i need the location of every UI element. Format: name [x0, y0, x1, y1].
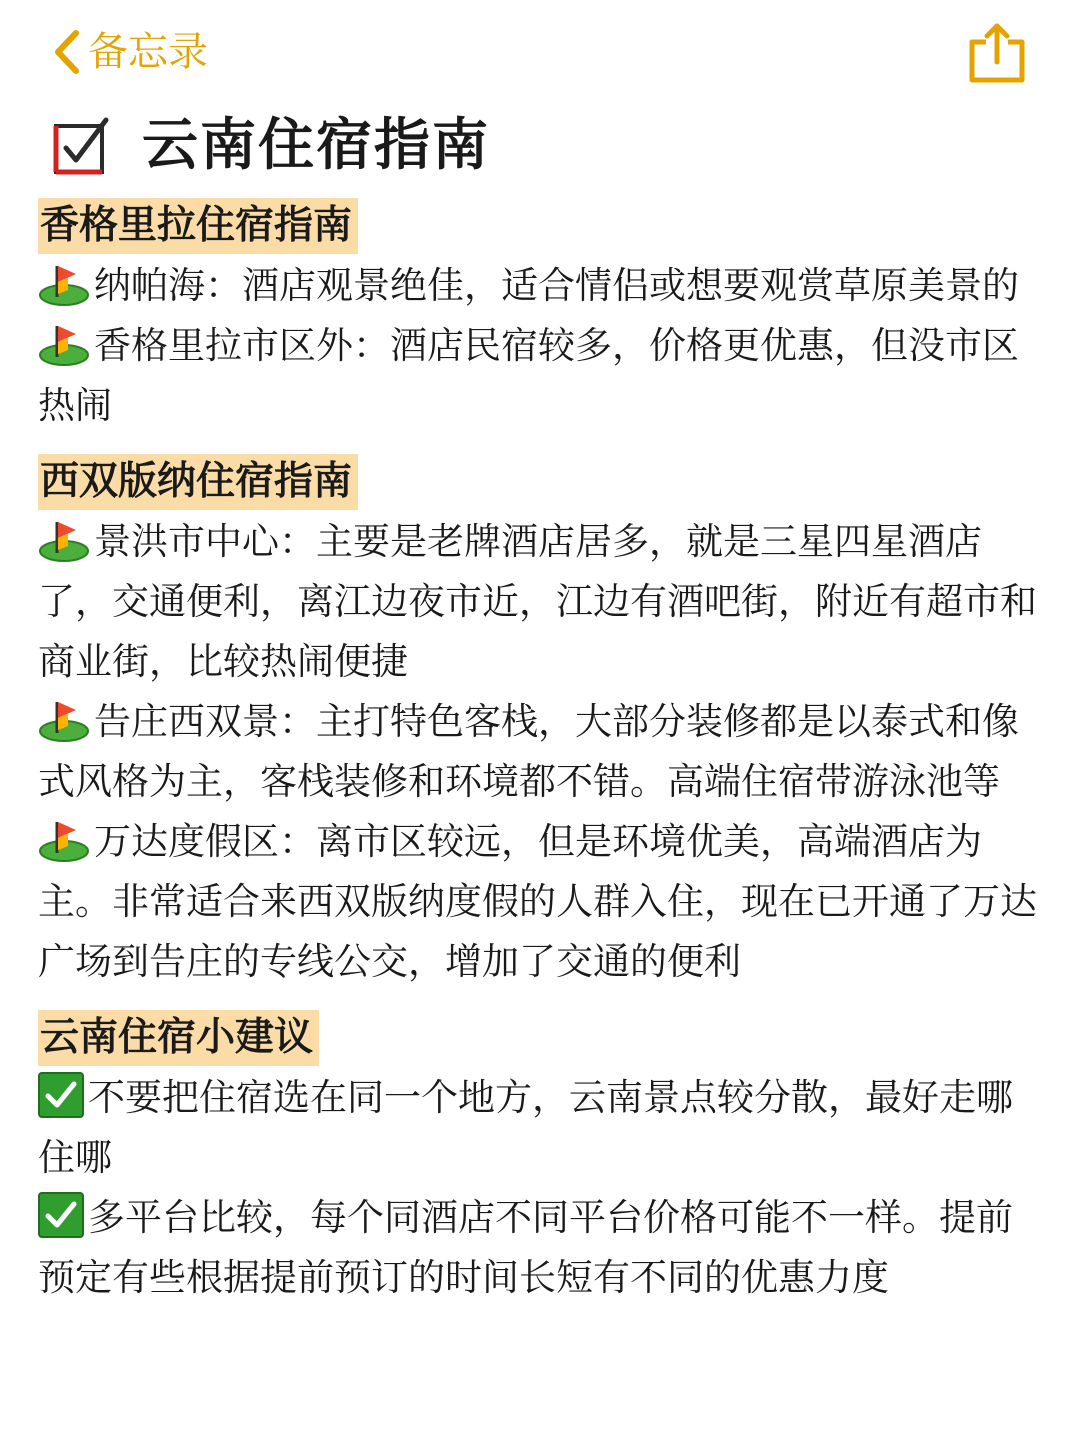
top-bar: [0, 0, 1080, 100]
note-title: 云南住宿指南: [142, 113, 490, 178]
back-label: 备忘录: [88, 29, 208, 75]
golf-flag-icon: [38, 820, 90, 862]
checkbox-icon: [52, 116, 112, 176]
section-xishuangbanna: [38, 454, 1048, 992]
item-text: 告庄西双景：主打特色客栈，大部分装修都是以泰式和像式风格为主，客栈装修和环境都不错。高端住宿带游泳池等: [38, 700, 1019, 803]
list-item: [38, 1188, 1048, 1308]
item-text: 景洪市中心：主要是老牌酒店居多，就是三星四星酒店了，交通便利，离江边夜市近，江边有酒吧街，附近有超市和商业街，比较热闹便捷: [38, 520, 1037, 683]
golf-flag-icon: [38, 264, 90, 306]
back-button[interactable]: [52, 24, 208, 80]
list-item: [38, 512, 1048, 692]
item-text: 不要把住宿选在同一个地方，云南景点较分散，最好走哪住哪: [38, 1076, 1013, 1179]
golf-flag-icon: [38, 520, 90, 562]
item-text: 香格里拉市区外：酒店民宿较多，价格更优惠，但没市区热闹: [38, 324, 1019, 427]
check-mark-button-icon: [38, 1072, 84, 1118]
section-heading: 云南住宿小建议: [38, 1010, 319, 1066]
list-item: [38, 1068, 1048, 1188]
list-item: [38, 812, 1048, 992]
list-item: [38, 256, 1048, 316]
item-text: 纳帕海：酒店观景绝佳，适合情侣或想要观赏草原美景的: [94, 264, 1019, 307]
chevron-left-icon: [52, 29, 82, 75]
item-text: 万达度假区：离市区较远，但是环境优美，高端酒店为主。非常适合来西双版纳度假的人群入住，现在已开通了万达广场到告庄的专线公交，增加了交通的便利: [38, 820, 1037, 983]
share-icon[interactable]: [966, 20, 1028, 86]
section-heading: 西双版纳住宿指南: [38, 454, 358, 510]
section-shangri-la: [38, 198, 1048, 436]
item-text: 多平台比较，每个同酒店不同平台价格可能不一样。提前预定有些根据提前预订的时间长短有不同的优惠力度: [38, 1196, 1013, 1299]
section-heading: 香格里拉住宿指南: [38, 198, 358, 254]
golf-flag-icon: [38, 700, 90, 742]
list-item: [38, 316, 1048, 436]
note-body: [38, 198, 1048, 1326]
section-tips: [38, 1010, 1048, 1308]
golf-flag-icon: [38, 324, 90, 366]
list-item: [38, 692, 1048, 812]
check-mark-button-icon: [38, 1192, 84, 1238]
note-title-row: [52, 106, 490, 186]
